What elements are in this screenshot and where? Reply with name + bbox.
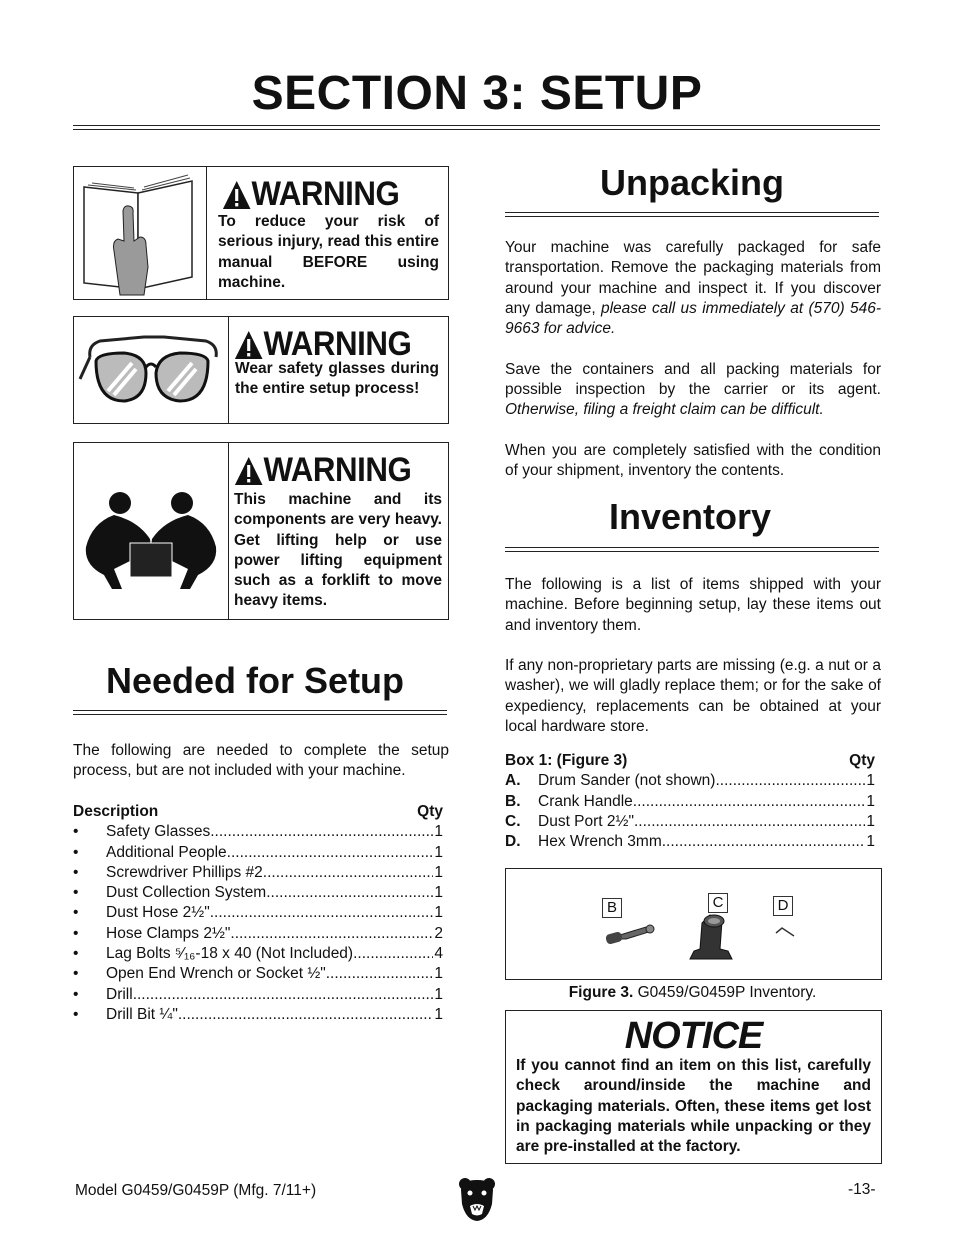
inventory-rule bbox=[505, 547, 879, 552]
inventory-heading: Inventory bbox=[609, 496, 772, 537]
safety-glasses-icon bbox=[74, 317, 229, 423]
notice-box bbox=[505, 1010, 882, 1164]
warning-box-manual bbox=[73, 166, 449, 300]
list-item: A. Drum Sander (not shown) ..... 1 bbox=[505, 771, 875, 791]
warning-text: This machine and its components are very heavy. Get lifting help or use power lifting equipment such as a forklift to move heavy items. bbox=[234, 491, 442, 610]
list-item: • Drill Bit ¼" ..... 1 bbox=[73, 1005, 443, 1025]
warning-box-heavy bbox=[73, 442, 449, 620]
list-item: • Open End Wrench or Socket ½" ..... 1 bbox=[73, 964, 443, 984]
warning-triangle-icon bbox=[222, 180, 251, 210]
figure-3 bbox=[505, 868, 882, 980]
hex-wrench-image bbox=[774, 925, 796, 941]
list-item: • Dust Collection System ..... 1 bbox=[73, 883, 443, 903]
list-item: • Dust Hose 2½" ..... 1 bbox=[73, 903, 443, 923]
list-item: • Lag Bolts ⁵⁄₁₆-18 x 40 (Not Included) ..... 4 bbox=[73, 944, 443, 964]
footer-model: Model G0459/G0459P (Mfg. 7/11+) bbox=[75, 1182, 317, 1199]
warning-heading: WARNING bbox=[234, 325, 411, 364]
inventory-list-header bbox=[505, 751, 875, 771]
unpacking-rule bbox=[505, 212, 879, 217]
warning-triangle-icon bbox=[234, 456, 263, 486]
warning-box-glasses bbox=[73, 316, 449, 424]
dust-port-image bbox=[686, 913, 736, 963]
warning-text: Wear safety glasses during the entire setup process! bbox=[235, 360, 439, 398]
page-number: -13- bbox=[848, 1181, 876, 1198]
needed-intro: The following are needed to complete the setup process, but are not included with your machine. bbox=[73, 742, 449, 780]
needed-list-header bbox=[73, 802, 443, 822]
list-item: B. Crank Handle ..... 1 bbox=[505, 792, 875, 812]
two-person-lift-icon bbox=[74, 443, 229, 619]
inventory-list bbox=[505, 751, 875, 852]
book-reading-icon bbox=[74, 167, 207, 299]
unpacking-text: Your machine was carefully packaged for safe transportation. Remove the packaging materials from around your machine and inspect it. If you discover any damage, please call us immediately at (570) 546-9663 for advice. Save the containers and all packing materials for possible inspection by the carrier or its agent. Otherwise, filing a freight claim can be difficult. When you are completely satisfied with the condition of your shipment, inventory the contents. bbox=[505, 239, 882, 480]
qty-column-header: Qty bbox=[849, 752, 875, 769]
section-title: SECTION 3: SETUP bbox=[251, 67, 703, 120]
list-item: • Drill ..... 1 bbox=[73, 985, 443, 1005]
list-item: • Safety Glasses ..... 1 bbox=[73, 822, 443, 842]
list-item: • Hose Clamps 2½" ..... 2 bbox=[73, 924, 443, 944]
list-item: • Additional People ..... 1 bbox=[73, 843, 443, 863]
list-item: • Screwdriver Phillips #2 ..... 1 bbox=[73, 863, 443, 883]
notice-heading: NOTICE bbox=[624, 1015, 763, 1057]
crank-handle-image bbox=[602, 921, 662, 951]
box-label: Box 1: (Figure 3) bbox=[505, 752, 628, 769]
warning-heading: WARNING bbox=[222, 175, 399, 214]
figure-label-b: B bbox=[602, 898, 622, 918]
title-rule bbox=[73, 125, 880, 130]
qty-column-header: Qty bbox=[417, 803, 443, 820]
description-column-header: Description bbox=[73, 803, 159, 820]
figure-caption: Figure 3. G0459/G0459P Inventory. bbox=[568, 984, 817, 1001]
figure-label-d: D bbox=[773, 896, 793, 916]
warning-text: To reduce your risk of serious injury, read this entire manual BEFORE using machine. bbox=[218, 213, 439, 291]
warning-heading: WARNING bbox=[234, 451, 411, 490]
notice-text: If you cannot find an item on this list, carefully check around/inside the machine and packaging materials. Often, these items get lost in packaging materials while unpacking or they are pre-installed at the factory. bbox=[516, 1057, 871, 1156]
grizzly-bear-logo-icon bbox=[458, 1176, 496, 1222]
needed-list bbox=[73, 802, 443, 1025]
needed-heading: Needed for Setup bbox=[106, 660, 405, 701]
needed-rule bbox=[73, 710, 447, 715]
warning-triangle-icon bbox=[234, 330, 263, 360]
list-item: D. Hex Wrench 3mm ..... 1 bbox=[505, 832, 875, 852]
inventory-text: The following is a list of items shipped with your machine. Before beginning setup, lay these items out and inventory them. If any non-proprietary parts are missing (e.g. a nut or a washer), we will gladly replace them; or for the sake of expediency, replacements can be obtained at your local hardware store. bbox=[505, 576, 881, 736]
unpacking-heading: Unpacking bbox=[600, 162, 785, 203]
figure-label-c: C bbox=[708, 893, 728, 913]
list-item: C. Dust Port 2½" ..... 1 bbox=[505, 812, 875, 832]
